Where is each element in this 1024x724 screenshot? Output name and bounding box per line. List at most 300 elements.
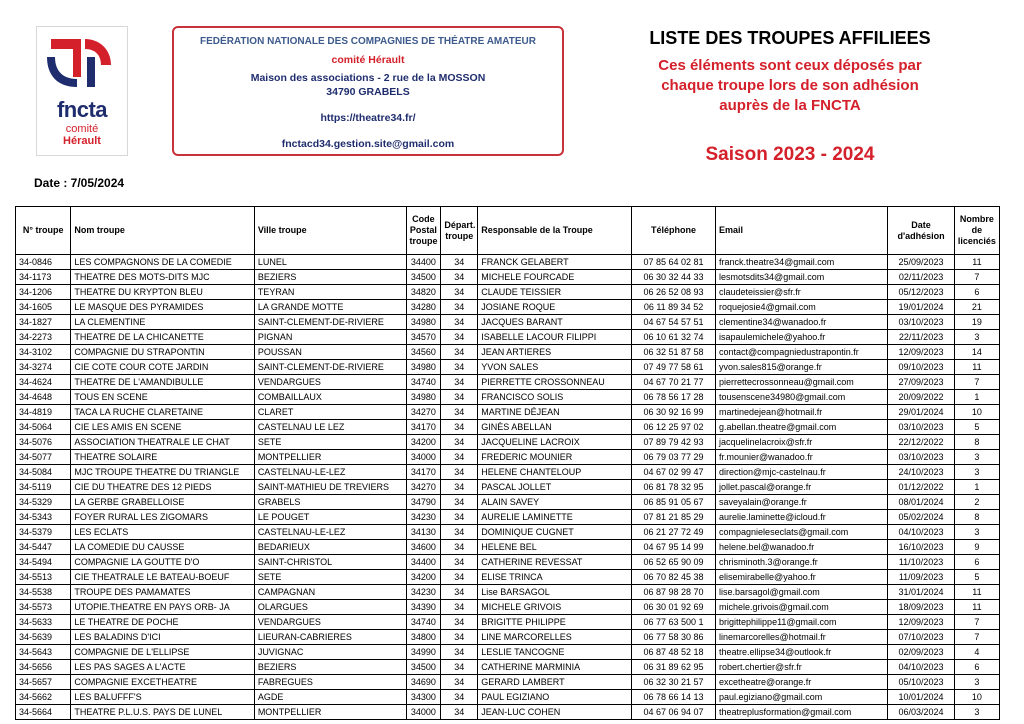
table-row bbox=[16, 255, 1000, 270]
cell-email: claudeteissier@sfr.fr bbox=[716, 285, 888, 300]
cell-numero: 34-3274 bbox=[16, 360, 71, 375]
cell-departement: 34 bbox=[441, 270, 478, 285]
cell-responsable: HELENE BEL bbox=[478, 540, 632, 555]
cell-telephone: 06 21 27 72 49 bbox=[631, 525, 715, 540]
table-row bbox=[16, 525, 1000, 540]
cell-responsable: CLAUDE TEISSIER bbox=[478, 285, 632, 300]
cell-email: linemarcorelles@hotmail.fr bbox=[716, 630, 888, 645]
cell-nom: CIE COTE COUR COTE JARDIN bbox=[71, 360, 254, 375]
cell-responsable: PASCAL JOLLET bbox=[478, 480, 632, 495]
cell-ville: COMBAILLAUX bbox=[254, 390, 406, 405]
cell-numero: 34-5662 bbox=[16, 690, 71, 705]
cell-nom: CIE THEATRALE LE BATEAU-BOEUF bbox=[71, 570, 254, 585]
cell-date-adhesion: 02/09/2023 bbox=[888, 645, 955, 660]
cell-nom: UTOPIE.THEATRE EN PAYS ORB- JA bbox=[71, 600, 254, 615]
cell-email: isapaulemichele@yahoo.fr bbox=[716, 330, 888, 345]
cell-departement: 34 bbox=[441, 525, 478, 540]
cell-responsable: CATHERINE MARMINIA bbox=[478, 660, 632, 675]
cell-telephone: 07 85 64 02 81 bbox=[631, 255, 715, 270]
federation-comite: comité Hérault bbox=[331, 54, 405, 66]
cell-numero: 34-4624 bbox=[16, 375, 71, 390]
cell-nom: TOUS EN SCENE bbox=[71, 390, 254, 405]
cell-numero: 34-2273 bbox=[16, 330, 71, 345]
cell-numero: 34-5447 bbox=[16, 540, 71, 555]
cell-numero: 34-3102 bbox=[16, 345, 71, 360]
table-row bbox=[16, 285, 1000, 300]
cell-email: chrisminoth.3@orange.fr bbox=[716, 555, 888, 570]
cell-email: g.abellan.theatre@gmail.com bbox=[716, 420, 888, 435]
cell-departement: 34 bbox=[441, 675, 478, 690]
logo-herault: Hérault bbox=[63, 135, 101, 147]
cell-ville: FABREGUES bbox=[254, 675, 406, 690]
cell-departement: 34 bbox=[441, 600, 478, 615]
table-body bbox=[16, 255, 1000, 720]
table-row bbox=[16, 300, 1000, 315]
cell-code-postal: 34390 bbox=[406, 600, 441, 615]
cell-code-postal: 34400 bbox=[406, 555, 441, 570]
cell-responsable: FRANCISCO SOLIS bbox=[478, 390, 632, 405]
cell-code-postal: 34980 bbox=[406, 360, 441, 375]
cell-date-adhesion: 22/12/2022 bbox=[888, 435, 955, 450]
cell-numero: 34-5084 bbox=[16, 465, 71, 480]
table-row bbox=[16, 465, 1000, 480]
cell-numero: 34-5064 bbox=[16, 420, 71, 435]
cell-nom: LES BALADINS D'ICI bbox=[71, 630, 254, 645]
cell-licencies: 11 bbox=[954, 600, 999, 615]
cell-responsable: MARTINE DÉJEAN bbox=[478, 405, 632, 420]
federation-box bbox=[172, 26, 564, 156]
cell-nom: COMPAGNIE LA GOUTTE D'O bbox=[71, 555, 254, 570]
federation-website[interactable]: https://theatre34.fr/ bbox=[320, 112, 416, 124]
cell-numero: 34-5639 bbox=[16, 630, 71, 645]
cell-code-postal: 34270 bbox=[406, 480, 441, 495]
cell-numero: 34-1206 bbox=[16, 285, 71, 300]
federation-city: 34790 GRABELS bbox=[326, 86, 410, 98]
cell-date-adhesion: 08/01/2024 bbox=[888, 495, 955, 510]
cell-departement: 34 bbox=[441, 645, 478, 660]
cell-ville: PIGNAN bbox=[254, 330, 406, 345]
cell-licencies: 7 bbox=[954, 270, 999, 285]
cell-telephone: 04 67 95 14 99 bbox=[631, 540, 715, 555]
cell-date-adhesion: 10/01/2024 bbox=[888, 690, 955, 705]
logo-comite: comité bbox=[65, 123, 99, 135]
cell-licencies: 3 bbox=[954, 675, 999, 690]
cell-date-adhesion: 05/02/2024 bbox=[888, 510, 955, 525]
cell-date-adhesion: 31/01/2024 bbox=[888, 585, 955, 600]
table-row bbox=[16, 495, 1000, 510]
table-row bbox=[16, 570, 1000, 585]
logo-wordmark: fncta bbox=[56, 97, 108, 122]
cell-numero: 34-4819 bbox=[16, 405, 71, 420]
cell-nom: CIE DU THEATRE DES 12 PIEDS bbox=[71, 480, 254, 495]
table-row bbox=[16, 420, 1000, 435]
cell-date-adhesion: 24/10/2023 bbox=[888, 465, 955, 480]
cell-email: yvon.sales815@orange.fr bbox=[716, 360, 888, 375]
cell-departement: 34 bbox=[441, 285, 478, 300]
col-header-code-postal: Code Postal troupe bbox=[406, 207, 441, 255]
subtitle-line: chaque troupe lors de son adhésion bbox=[661, 77, 919, 94]
cell-telephone: 04 67 02 99 47 bbox=[631, 465, 715, 480]
table-row bbox=[16, 690, 1000, 705]
cell-responsable: JOSIANE ROQUE bbox=[478, 300, 632, 315]
cell-ville: BEZIERS bbox=[254, 660, 406, 675]
cell-telephone: 06 79 03 77 29 bbox=[631, 450, 715, 465]
table-row bbox=[16, 555, 1000, 570]
cell-numero: 34-5656 bbox=[16, 660, 71, 675]
cell-nom: LES BALUFFF'S bbox=[71, 690, 254, 705]
cell-ville: BEDARIEUX bbox=[254, 540, 406, 555]
cell-code-postal: 34000 bbox=[406, 450, 441, 465]
cell-responsable: GERARD LAMBERT bbox=[478, 675, 632, 690]
cell-email: brigittephilippe11@gmail.com bbox=[716, 615, 888, 630]
cell-responsable: GINÈS ABELLAN bbox=[478, 420, 632, 435]
cell-ville: LA GRANDE MOTTE bbox=[254, 300, 406, 315]
cell-date-adhesion: 22/11/2023 bbox=[888, 330, 955, 345]
cell-nom: LA COMEDIE DU CAUSSE bbox=[71, 540, 254, 555]
cell-date-adhesion: 06/03/2024 bbox=[888, 705, 955, 720]
cell-ville: VENDARGUES bbox=[254, 615, 406, 630]
cell-date-adhesion: 03/10/2023 bbox=[888, 450, 955, 465]
cell-email: franck.theatre34@gmail.com bbox=[716, 255, 888, 270]
cell-ville: CASTELNAU-LE-LEZ bbox=[254, 525, 406, 540]
cell-numero: 34-4648 bbox=[16, 390, 71, 405]
cell-email: michele.grivois@gmail.com bbox=[716, 600, 888, 615]
cell-telephone: 06 78 66 14 13 bbox=[631, 690, 715, 705]
page-subtitle bbox=[600, 56, 980, 116]
cell-code-postal: 34740 bbox=[406, 615, 441, 630]
cell-departement: 34 bbox=[441, 660, 478, 675]
cell-date-adhesion: 01/12/2022 bbox=[888, 480, 955, 495]
cell-email: compagnieleseclats@gmail.com bbox=[716, 525, 888, 540]
cell-email: helene.bel@wanadoo.fr bbox=[716, 540, 888, 555]
cell-responsable: AURELIE LAMINETTE bbox=[478, 510, 632, 525]
cell-departement: 34 bbox=[441, 375, 478, 390]
cell-responsable: DOMINIQUE CUGNET bbox=[478, 525, 632, 540]
table-row bbox=[16, 675, 1000, 690]
table-row bbox=[16, 705, 1000, 720]
cell-responsable: ISABELLE LACOUR FILIPPI bbox=[478, 330, 632, 345]
cell-departement: 34 bbox=[441, 585, 478, 600]
cell-numero: 34-5343 bbox=[16, 510, 71, 525]
table-row bbox=[16, 405, 1000, 420]
cell-date-adhesion: 11/10/2023 bbox=[888, 555, 955, 570]
cell-licencies: 6 bbox=[954, 285, 999, 300]
cell-nom: FOYER RURAL LES ZIGOMARS bbox=[71, 510, 254, 525]
cell-nom: LES PAS SAGES A L'ACTE bbox=[71, 660, 254, 675]
cell-licencies: 1 bbox=[954, 480, 999, 495]
cell-departement: 34 bbox=[441, 690, 478, 705]
table-row bbox=[16, 450, 1000, 465]
cell-code-postal: 34600 bbox=[406, 540, 441, 555]
cell-date-adhesion: 25/09/2023 bbox=[888, 255, 955, 270]
troupes-table bbox=[15, 206, 1000, 720]
cell-date-adhesion: 04/10/2023 bbox=[888, 525, 955, 540]
cell-date-adhesion: 12/09/2023 bbox=[888, 345, 955, 360]
cell-responsable: YVON SALES bbox=[478, 360, 632, 375]
table-row bbox=[16, 435, 1000, 450]
cell-ville: JUVIGNAC bbox=[254, 645, 406, 660]
cell-departement: 34 bbox=[441, 330, 478, 345]
cell-email: theatreplusformation@gmail.com bbox=[716, 705, 888, 720]
cell-departement: 34 bbox=[441, 540, 478, 555]
cell-email: lesmotsdits34@gmail.com bbox=[716, 270, 888, 285]
cell-departement: 34 bbox=[441, 495, 478, 510]
cell-email: jollet.pascal@orange.fr bbox=[716, 480, 888, 495]
table-row bbox=[16, 360, 1000, 375]
cell-date-adhesion: 19/01/2024 bbox=[888, 300, 955, 315]
cell-telephone: 06 11 89 34 52 bbox=[631, 300, 715, 315]
document-date: Date : 7/05/2024 bbox=[34, 176, 125, 190]
cell-email: saveyalain@orange.fr bbox=[716, 495, 888, 510]
cell-licencies: 5 bbox=[954, 570, 999, 585]
cell-departement: 34 bbox=[441, 480, 478, 495]
cell-ville: MONTPELLIER bbox=[254, 705, 406, 720]
cell-licencies: 2 bbox=[954, 495, 999, 510]
col-header-nom: Nom troupe bbox=[71, 207, 254, 255]
cell-nom: COMPAGNIE EXCETHEATRE bbox=[71, 675, 254, 690]
cell-date-adhesion: 09/10/2023 bbox=[888, 360, 955, 375]
cell-telephone: 06 77 63 500 1 bbox=[631, 615, 715, 630]
cell-numero: 34-5494 bbox=[16, 555, 71, 570]
cell-date-adhesion: 29/01/2024 bbox=[888, 405, 955, 420]
cell-code-postal: 34990 bbox=[406, 645, 441, 660]
cell-code-postal: 34800 bbox=[406, 630, 441, 645]
cell-departement: 34 bbox=[441, 465, 478, 480]
table-header-row bbox=[16, 207, 1000, 255]
cell-telephone: 04 67 70 21 77 bbox=[631, 375, 715, 390]
cell-code-postal: 34560 bbox=[406, 345, 441, 360]
cell-telephone: 06 26 52 08 93 bbox=[631, 285, 715, 300]
cell-ville: CLARET bbox=[254, 405, 406, 420]
cell-date-adhesion: 18/09/2023 bbox=[888, 600, 955, 615]
cell-date-adhesion: 20/09/2022 bbox=[888, 390, 955, 405]
cell-licencies: 7 bbox=[954, 375, 999, 390]
cell-licencies: 21 bbox=[954, 300, 999, 315]
cell-code-postal: 34690 bbox=[406, 675, 441, 690]
cell-code-postal: 34820 bbox=[406, 285, 441, 300]
cell-ville: SAINT-MATHIEU DE TREVIERS bbox=[254, 480, 406, 495]
cell-licencies: 6 bbox=[954, 555, 999, 570]
cell-email: jacquelinelacroix@sfr.fr bbox=[716, 435, 888, 450]
cell-telephone: 04 67 06 94 07 bbox=[631, 705, 715, 720]
cell-licencies: 9 bbox=[954, 540, 999, 555]
cell-ville: SETE bbox=[254, 435, 406, 450]
cell-code-postal: 34500 bbox=[406, 660, 441, 675]
cell-date-adhesion: 27/09/2023 bbox=[888, 375, 955, 390]
cell-licencies: 14 bbox=[954, 345, 999, 360]
cell-telephone: 06 30 01 92 69 bbox=[631, 600, 715, 615]
cell-responsable: LESLIE TANCOGNE bbox=[478, 645, 632, 660]
cell-responsable: ELISE TRINCA bbox=[478, 570, 632, 585]
cell-code-postal: 34980 bbox=[406, 390, 441, 405]
cell-telephone: 06 81 78 32 95 bbox=[631, 480, 715, 495]
cell-date-adhesion: 04/10/2023 bbox=[888, 660, 955, 675]
cell-code-postal: 34200 bbox=[406, 570, 441, 585]
cell-departement: 34 bbox=[441, 345, 478, 360]
cell-telephone: 06 78 56 17 28 bbox=[631, 390, 715, 405]
federation-email[interactable]: fnctacd34.gestion.site@gmail.com bbox=[281, 138, 455, 150]
cell-code-postal: 34280 bbox=[406, 300, 441, 315]
col-header-ville: Ville troupe bbox=[254, 207, 406, 255]
cell-code-postal: 34400 bbox=[406, 255, 441, 270]
cell-ville: OLARGUES bbox=[254, 600, 406, 615]
cell-licencies: 19 bbox=[954, 315, 999, 330]
cell-code-postal: 34130 bbox=[406, 525, 441, 540]
cell-telephone: 06 52 65 90 09 bbox=[631, 555, 715, 570]
cell-numero: 34-1605 bbox=[16, 300, 71, 315]
cell-date-adhesion: 03/10/2023 bbox=[888, 315, 955, 330]
table-row bbox=[16, 330, 1000, 345]
cell-telephone: 06 30 32 44 33 bbox=[631, 270, 715, 285]
cell-code-postal: 34200 bbox=[406, 435, 441, 450]
cell-telephone: 06 85 91 05 67 bbox=[631, 495, 715, 510]
cell-telephone: 04 67 54 57 51 bbox=[631, 315, 715, 330]
cell-numero: 34-5538 bbox=[16, 585, 71, 600]
cell-telephone: 06 32 51 87 58 bbox=[631, 345, 715, 360]
cell-telephone: 07 89 79 42 93 bbox=[631, 435, 715, 450]
cell-licencies: 10 bbox=[954, 690, 999, 705]
col-header-numero: N° troupe bbox=[16, 207, 71, 255]
cell-email: tousenscene34980@gmail.com bbox=[716, 390, 888, 405]
cell-nom: COMPAGNIE DE L'ELLIPSE bbox=[71, 645, 254, 660]
cell-email: fr.mounier@wanadoo.fr bbox=[716, 450, 888, 465]
cell-code-postal: 34230 bbox=[406, 585, 441, 600]
cell-telephone: 06 77 58 30 86 bbox=[631, 630, 715, 645]
cell-responsable: MICHELE GRIVOIS bbox=[478, 600, 632, 615]
cell-numero: 34-0846 bbox=[16, 255, 71, 270]
cell-ville: GRABELS bbox=[254, 495, 406, 510]
cell-email: pierrettecrossonneau@gmail.com bbox=[716, 375, 888, 390]
table-row bbox=[16, 585, 1000, 600]
cell-nom: MJC TROUPE THEATRE DU TRIANGLE bbox=[71, 465, 254, 480]
table-row bbox=[16, 630, 1000, 645]
cell-telephone: 06 30 92 16 99 bbox=[631, 405, 715, 420]
cell-licencies: 3 bbox=[954, 465, 999, 480]
cell-email: martinedejean@hotmail.fr bbox=[716, 405, 888, 420]
cell-numero: 34-5657 bbox=[16, 675, 71, 690]
cell-nom: THEATRE DU KRYPTON BLEU bbox=[71, 285, 254, 300]
cell-numero: 34-5077 bbox=[16, 450, 71, 465]
cell-licencies: 7 bbox=[954, 630, 999, 645]
cell-ville: SAINT-CLEMENT-DE-RIVIERE bbox=[254, 360, 406, 375]
cell-ville: CASTELNAU LE LEZ bbox=[254, 420, 406, 435]
cell-numero: 34-5573 bbox=[16, 600, 71, 615]
cell-licencies: 4 bbox=[954, 645, 999, 660]
cell-responsable: HELENE CHANTELOUP bbox=[478, 465, 632, 480]
cell-departement: 34 bbox=[441, 360, 478, 375]
cell-departement: 34 bbox=[441, 435, 478, 450]
cell-numero: 34-5664 bbox=[16, 705, 71, 720]
cell-ville: POUSSAN bbox=[254, 345, 406, 360]
cell-nom: LA CLEMENTINE bbox=[71, 315, 254, 330]
cell-numero: 34-5633 bbox=[16, 615, 71, 630]
cell-responsable: BRIGITTE PHILIPPE bbox=[478, 615, 632, 630]
cell-nom: LE THEATRE DE POCHE bbox=[71, 615, 254, 630]
cell-licencies: 11 bbox=[954, 360, 999, 375]
cell-email: aurelie.laminette@icloud.fr bbox=[716, 510, 888, 525]
cell-departement: 34 bbox=[441, 255, 478, 270]
table-row bbox=[16, 315, 1000, 330]
cell-code-postal: 34790 bbox=[406, 495, 441, 510]
cell-nom: THEATRE DE L'AMANDIBULLE bbox=[71, 375, 254, 390]
cell-responsable: FRANCK GELABERT bbox=[478, 255, 632, 270]
cell-nom: LES COMPAGNONS DE LA COMEDIE bbox=[71, 255, 254, 270]
col-header-date-adhesion: Date d'adhésion bbox=[888, 207, 955, 255]
cell-ville: LUNEL bbox=[254, 255, 406, 270]
cell-ville: LE POUGET bbox=[254, 510, 406, 525]
cell-date-adhesion: 12/09/2023 bbox=[888, 615, 955, 630]
cell-ville: CASTELNAU-LE-LEZ bbox=[254, 465, 406, 480]
cell-email: clementine34@wanadoo.fr bbox=[716, 315, 888, 330]
cell-date-adhesion: 02/11/2023 bbox=[888, 270, 955, 285]
cell-telephone: 06 10 61 32 74 bbox=[631, 330, 715, 345]
col-header-telephone: Téléphone bbox=[631, 207, 715, 255]
cell-licencies: 3 bbox=[954, 525, 999, 540]
cell-telephone: 06 87 98 28 70 bbox=[631, 585, 715, 600]
cell-licencies: 3 bbox=[954, 450, 999, 465]
cell-telephone: 07 49 77 58 61 bbox=[631, 360, 715, 375]
cell-licencies: 6 bbox=[954, 660, 999, 675]
cell-nom: THEATRE DES MOTS-DITS MJC bbox=[71, 270, 254, 285]
cell-numero: 34-5643 bbox=[16, 645, 71, 660]
cell-ville: BEZIERS bbox=[254, 270, 406, 285]
table-row bbox=[16, 615, 1000, 630]
cell-responsable: PAUL EGIZIANO bbox=[478, 690, 632, 705]
federation-name: FEDÉRATION NATIONALE DES COMPAGNIES DE THÉATRE AMATEUR bbox=[200, 36, 536, 47]
cell-nom: LES ECLATS bbox=[71, 525, 254, 540]
cell-numero: 34-5076 bbox=[16, 435, 71, 450]
cell-departement: 34 bbox=[441, 705, 478, 720]
cell-responsable: ALAIN SAVEY bbox=[478, 495, 632, 510]
cell-responsable: JEAN-LUC COHEN bbox=[478, 705, 632, 720]
cell-licencies: 10 bbox=[954, 405, 999, 420]
cell-licencies: 11 bbox=[954, 255, 999, 270]
cell-numero: 34-5513 bbox=[16, 570, 71, 585]
cell-responsable: JEAN ARTIERES bbox=[478, 345, 632, 360]
table-row bbox=[16, 645, 1000, 660]
cell-code-postal: 34980 bbox=[406, 315, 441, 330]
cell-code-postal: 34170 bbox=[406, 420, 441, 435]
cell-code-postal: 34270 bbox=[406, 405, 441, 420]
cell-code-postal: 34500 bbox=[406, 270, 441, 285]
cell-numero: 34-5119 bbox=[16, 480, 71, 495]
cell-departement: 34 bbox=[441, 555, 478, 570]
cell-code-postal: 34230 bbox=[406, 510, 441, 525]
cell-departement: 34 bbox=[441, 570, 478, 585]
cell-email: roquejosie4@gmail.com bbox=[716, 300, 888, 315]
col-header-responsable: Responsable de la Troupe bbox=[478, 207, 632, 255]
cell-ville: CAMPAGNAN bbox=[254, 585, 406, 600]
cell-telephone: 06 32 30 21 57 bbox=[631, 675, 715, 690]
cell-responsable: JACQUES BARANT bbox=[478, 315, 632, 330]
cell-email: paul.egiziano@gmail.com bbox=[716, 690, 888, 705]
cell-date-adhesion: 05/10/2023 bbox=[888, 675, 955, 690]
table-row bbox=[16, 540, 1000, 555]
cell-departement: 34 bbox=[441, 390, 478, 405]
cell-responsable: Lise BARSAGOL bbox=[478, 585, 632, 600]
cell-licencies: 3 bbox=[954, 705, 999, 720]
cell-responsable: LINE MARCORELLES bbox=[478, 630, 632, 645]
cell-departement: 34 bbox=[441, 315, 478, 330]
cell-nom: COMPAGNIE DU STRAPONTIN bbox=[71, 345, 254, 360]
cell-nom: LA GERBE GRABELLOISE bbox=[71, 495, 254, 510]
cell-email: direction@mjc-castelnau.fr bbox=[716, 465, 888, 480]
cell-code-postal: 34300 bbox=[406, 690, 441, 705]
cell-licencies: 5 bbox=[954, 420, 999, 435]
col-header-licencies: Nombre de licenciés bbox=[954, 207, 999, 255]
page-title: LISTE DES TROUPES AFFILIEES bbox=[649, 28, 931, 48]
cell-departement: 34 bbox=[441, 405, 478, 420]
